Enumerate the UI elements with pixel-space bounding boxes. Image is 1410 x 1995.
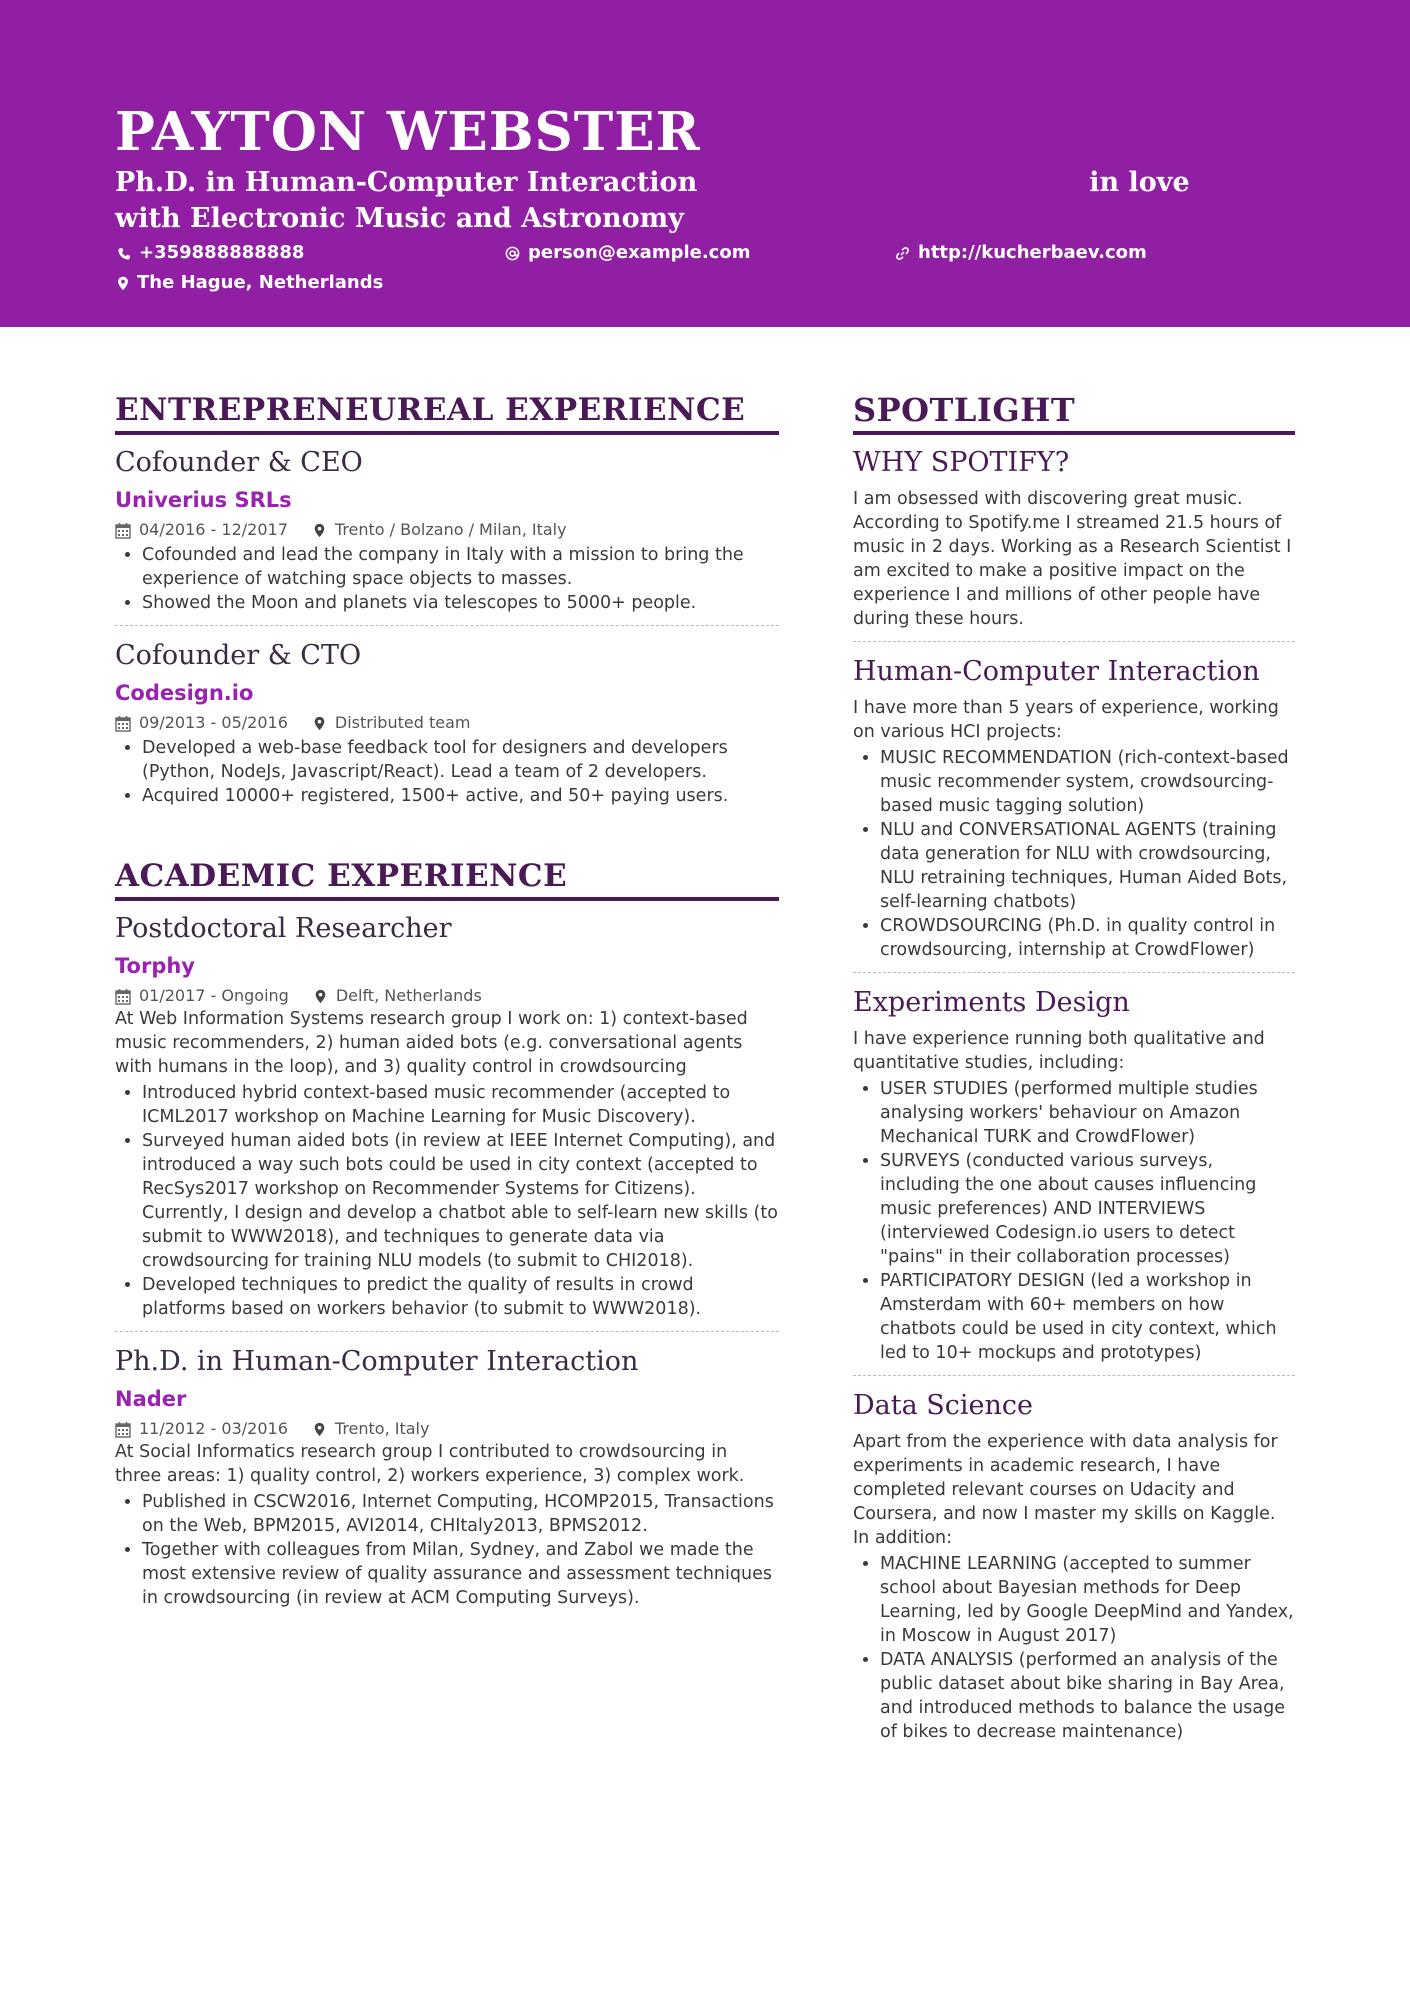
entry-location: Delft, Netherlands (335, 986, 482, 1005)
entry-company: Nader (115, 1387, 187, 1411)
entry-divider (853, 1375, 1295, 1376)
list-item: • CROWDSOURCING (Ph.D. in quality control in crowdsourcing, internship at CrowdFlower) (880, 914, 1295, 962)
entry-company: Codesign.io (115, 681, 254, 705)
entry-role: Cofounder & CEO (115, 447, 363, 478)
experience-entry (115, 445, 779, 615)
spotlight-item (853, 985, 1295, 1365)
entry-divider (853, 972, 1295, 973)
entry-meta (115, 712, 779, 734)
entry-dates: 01/2017 - Ongoing (139, 986, 289, 1005)
list-item: • Together with colleagues from Milan, Sydney, and Zabol we made the most extensive review of quality assurance and assessment techniques in crowdsourcing (in review at ACM Computing Surveys). (142, 1538, 779, 1610)
list-item: • Published in CSCW2016, Internet Computing, HCOMP2015, Transactions on the Web, BPM2015, AVI2014, CHItaly2013, BPMS2012. (142, 1490, 779, 1538)
map-pin-icon (314, 1422, 325, 1437)
spotlight-bullets (853, 1552, 1295, 1744)
experience-entry (115, 1344, 779, 1610)
contact-email[interactable] (505, 241, 750, 265)
calendar-icon (115, 1421, 131, 1438)
contact-website[interactable] (895, 241, 1147, 265)
entry-dates: 09/2013 - 05/2016 (139, 713, 288, 732)
spotlight-item-text: Apart from the experience with data analysis for experiments in academic research, I have completed relevant courses on Udacity and Coursera, and now I master my skills on Kaggle. In addition: (853, 1432, 1278, 1548)
entry-divider (115, 625, 779, 626)
section-title-entrepreneurial: ENTREPRENEUREAL EXPERIENCE (115, 390, 779, 435)
list-item: • MACHINE LEARNING (accepted to summer school about Bayesian methods for Deep Learning, led by Google DeepMind and Yandex, in Moscow in August 2017) (880, 1552, 1295, 1648)
entry-location: Trento / Bolzano / Milan, Italy (334, 520, 567, 539)
list-item: • PARTICIPATORY DESIGN (led a workshop in Amsterdam with 60+ members on how chatbots could be used in city context, which led to 10+ mockups and prototypes) (880, 1269, 1295, 1365)
list-item: • DATA ANALYSIS (performed an analysis of the public dataset about bike sharing in Bay Area, and introduced methods to balance the usage of bikes to decrease maintenance) (880, 1648, 1295, 1744)
tagline-interests: in love with Electronic Music and Astronomy (115, 167, 1190, 234)
resume-header (0, 0, 1410, 327)
tagline-degree: Ph.D. in Human-Computer Interaction (115, 167, 698, 198)
entry-role: Cofounder & CTO (115, 640, 362, 671)
entry-location: Trento, Italy (334, 1419, 430, 1438)
list-item: • NLU and CONVERSATIONAL AGENTS (training data generation for NLU with crowdsourcing, NLU retraining techniques, Human Aided Bots, self-learning chatbots) (880, 818, 1295, 914)
spotlight-item-text: I have more than 5 years of experience, working on various HCI projects: (853, 698, 1279, 742)
link-icon (895, 246, 910, 261)
calendar-icon (115, 715, 131, 732)
list-item: • Showed the Moon and planets via telescopes to 5000+ people. (142, 591, 779, 615)
spotlight-item-text: I have experience running both qualitative and quantitative studies, including: (853, 1029, 1265, 1073)
list-item: • MUSIC RECOMMENDATION (rich-context-based music recommender system, crowdsourcing-based music tagging solution) (880, 746, 1295, 818)
email-address: person@example.com (528, 242, 751, 263)
calendar-icon (115, 988, 131, 1005)
entry-divider (853, 641, 1295, 642)
list-item: • Developed a web-base feedback tool for designers and developers (Python, NodeJs, Javascript/React). Lead a team of 2 developers. (142, 736, 779, 784)
spotlight-item-title: WHY SPOTIFY? (853, 447, 1070, 478)
entry-dates: 11/2012 - 03/2016 (139, 1419, 288, 1438)
list-item: • Cofounded and lead the company in Italy with a mission to bring the experience of watching space objects to masses. (142, 543, 779, 591)
spotlight-item (853, 1388, 1295, 1744)
map-pin-icon (117, 276, 129, 291)
entry-role: Ph.D. in Human-Computer Interaction (115, 1346, 639, 1377)
contact-phone[interactable] (117, 241, 304, 265)
spotlight-item-title: Human-Computer Interaction (853, 656, 1260, 687)
person-name: PAYTON WEBSTER (115, 101, 701, 163)
section-title-academic: ACADEMIC EXPERIENCE (115, 856, 779, 901)
list-item: • USER STUDIES (performed multiple studies analysing workers' behaviour on Amazon Mechanical TURK and CrowdFlower) (880, 1077, 1295, 1149)
spotlight-item-title: Experiments Design (853, 987, 1130, 1018)
entry-meta (115, 519, 779, 541)
entry-bullets (115, 543, 779, 615)
map-pin-icon (315, 989, 326, 1004)
entry-company: Univerius SRLs (115, 488, 292, 512)
entry-bullets (115, 1490, 779, 1610)
left-column (115, 390, 779, 1610)
spotlight-bullets (853, 1077, 1295, 1365)
entry-dates: 04/2016 - 12/2017 (139, 520, 288, 539)
list-item: • Developed techniques to predict the quality of results in crowd platforms based on workers behavior (to submit to WWW2018). (142, 1273, 779, 1321)
calendar-icon (115, 522, 131, 539)
map-pin-icon (314, 716, 325, 731)
spotlight-item-text: I am obsessed with discovering great music. According to Spotify.me I streamed 21.5 hours of music in 2 days. Working as a Research Scientist I am excited to make a positive impact on the experience I and millions of other people have during these hours. (853, 489, 1292, 629)
entry-description: At Web Information Systems research group I work on: 1) context-based music recommenders, 2) human aided bots (e.g. conversational agents with humans in the loop), and 3) quality control in crowdsourcing (115, 1009, 748, 1077)
entry-company: Torphy (115, 954, 195, 978)
experience-entry (115, 638, 779, 808)
entry-description: At Social Informatics research group I contributed to crowdsourcing in three areas: 1) quality control, 2) workers experience, 3) complex work. (115, 1442, 745, 1486)
entry-location: Distributed team (334, 713, 471, 732)
phone-number: +359888888888 (139, 242, 305, 263)
spotlight-item (853, 445, 1295, 631)
map-pin-icon (314, 523, 325, 538)
at-icon (505, 246, 520, 261)
entry-meta (115, 1418, 779, 1440)
section-title-spotlight: SPOTLIGHT (853, 390, 1295, 435)
entry-bullets (115, 736, 779, 808)
list-item: • Acquired 10000+ registered, 1500+ active, and 50+ paying users. (142, 784, 779, 808)
entry-meta (115, 985, 779, 1007)
list-item: • Introduced hybrid context-based music recommender (accepted to ICML2017 workshop on Machine Learning for Music Discovery). (142, 1081, 779, 1129)
list-item: • Surveyed human aided bots (in review at IEEE Internet Computing), and introduced a way such bots could be used in city context (accepted to RecSys2017 workshop on Recommender Systems for Citizens). Currently, I design and develop a chatbot able to self-learn new skills (to submit to WWW2018), and techniques to generate data via crowdsourcing for training NLU models (to submit to CHI2018). (142, 1129, 779, 1273)
spotlight-item (853, 654, 1295, 962)
website-url: http://kucherbaev.com (918, 242, 1147, 263)
right-column (853, 390, 1295, 1744)
tagline (115, 165, 1235, 237)
phone-icon (117, 247, 131, 261)
list-item: • SURVEYS (conducted various surveys, including the one about causes influencing music preferences) AND INTERVIEWS (interviewed Codesign.io users to detect "pains" in their collaboration processes) (880, 1149, 1295, 1269)
spotlight-bullets (853, 746, 1295, 962)
entry-bullets (115, 1081, 779, 1321)
spotlight-item-title: Data Science (853, 1390, 1033, 1421)
experience-entry (115, 911, 779, 1321)
location-text: The Hague, Netherlands (137, 272, 384, 293)
entry-divider (115, 1331, 779, 1332)
entry-role: Postdoctoral Researcher (115, 913, 452, 944)
contact-location (117, 271, 383, 295)
